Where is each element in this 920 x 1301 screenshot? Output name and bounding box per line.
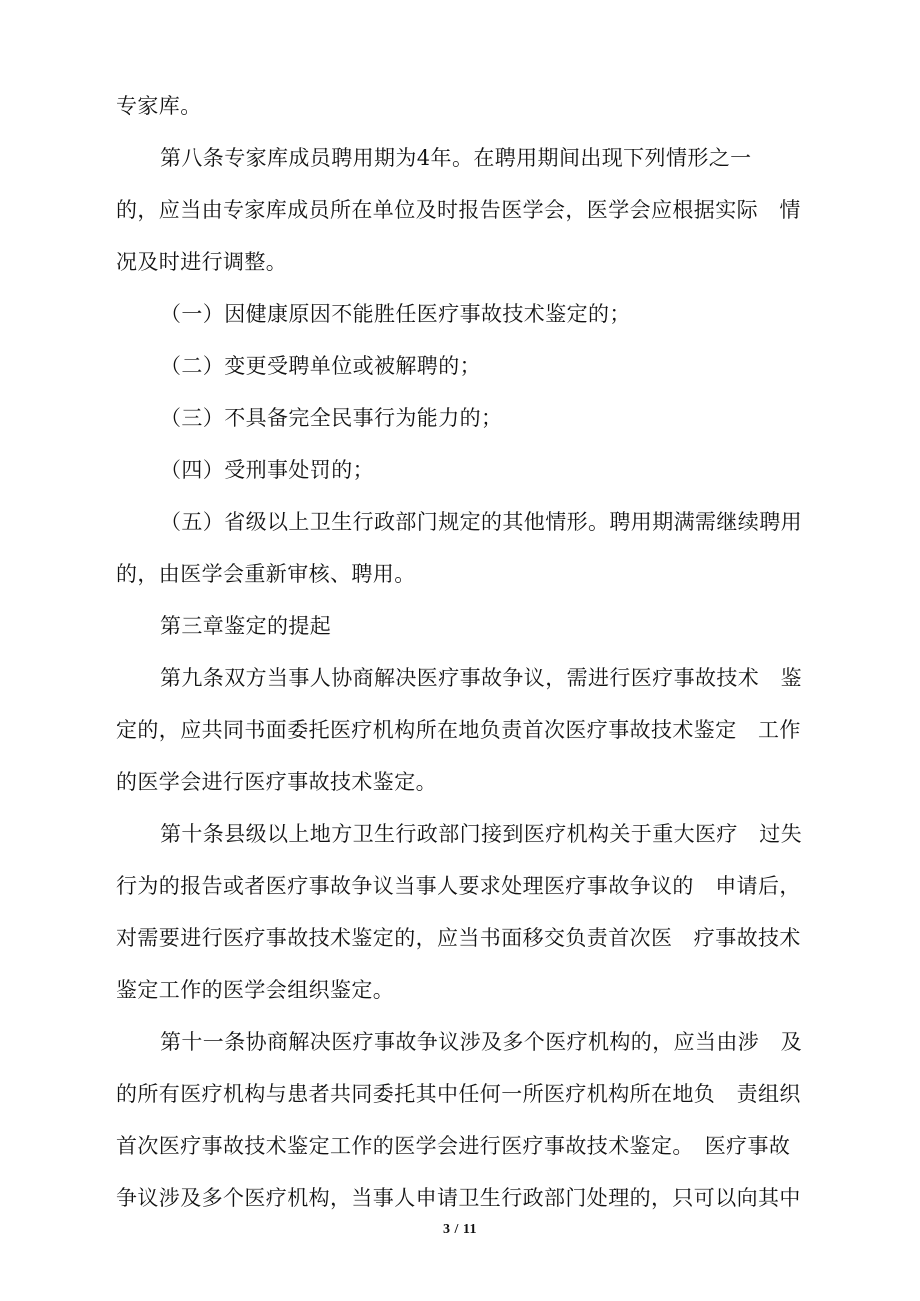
paragraph-article-10: 第十条县级以上地方卫生行政部门接到医疗机构关于重大医疗 过失行为的报告或者医疗事故争议当事人要求处理医疗事故争议的 申请后，对需要进行医疗事故技术鉴定的，应当书面移交负责首次医 疗事故技术鉴定工作的医学会组织鉴定。 bbox=[116, 822, 802, 1002]
list-item-5: （五）省级以上卫生行政部门规定的其他情形。聘用期满需继续聘用的，由医学会重新审核、聘用。 bbox=[116, 510, 802, 586]
chapter-heading: 第三章鉴定的提起 bbox=[160, 614, 332, 638]
list-item-3: （三）不具备完全民事行为能力的； bbox=[160, 406, 503, 430]
paragraph-1: 专家库。 bbox=[116, 94, 202, 118]
list-item-4: （四）受刑事处罚的； bbox=[160, 458, 374, 482]
document-body bbox=[116, 80, 810, 1224]
paragraph-article-9: 第九条双方当事人协商解决医疗事故争议，需进行医疗事故技术 鉴定的，应共同书面委托医疗机构所在地负责首次医疗事故技术鉴定 工作的医学会进行医疗事故技术鉴定。 bbox=[116, 666, 802, 794]
paragraph-article-8: 第八条专家库成员聘用期为4年。在聘用期间出现下列情形之一 的，应当由专家库成员所在单位及时报告医学会，医学会应根据实际 情况及时进行调整。 bbox=[116, 146, 801, 274]
page-number: 3 / 11 bbox=[442, 1222, 478, 1237]
list-item-1: （一）因健康原因不能胜任医疗事故技术鉴定的； bbox=[160, 302, 631, 326]
list-item-2: （二）变更受聘单位或被解聘的； bbox=[160, 354, 481, 378]
paragraph-article-11: 第十一条协商解决医疗事故争议涉及多个医疗机构的，应当由涉 及的所有医疗机构与患者共同委托其中任何一所医疗机构所在地负 责组织首次医疗事故技术鉴定工作的医学会进行医疗事故技术鉴定。 医疗事故争议涉及多个医疗机构，当事人申请卫生行政部门处理的，只可以向其中 bbox=[116, 1030, 802, 1210]
